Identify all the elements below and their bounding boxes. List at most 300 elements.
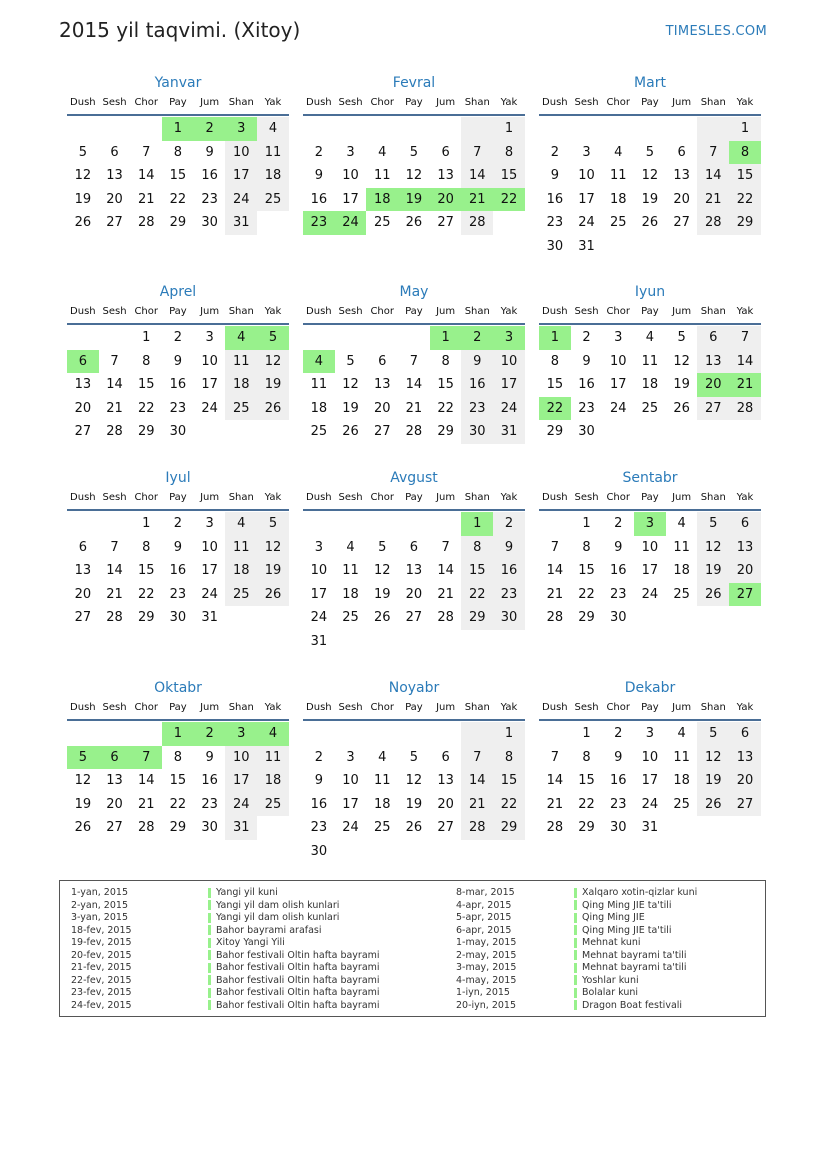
day-cell[interactable]: 18 [673,773,690,789]
day-cell[interactable]: 4 [346,539,355,555]
day-cell[interactable]: 13 [729,746,761,770]
day-cell[interactable]: 29 [578,820,595,836]
day-cell[interactable]: 13 [74,563,92,579]
day-cell[interactable]: 15 [137,563,155,579]
day-cell[interactable]: 15 [137,377,155,393]
day-cell[interactable]: 15 [578,773,595,789]
day-cell[interactable]: 1 [461,512,493,536]
day-cell[interactable]: 16 [609,773,627,789]
day-cell[interactable]: 31 [641,820,659,836]
day-cell[interactable]: 27 [405,610,423,626]
day-cell[interactable]: 2 [614,726,623,741]
day-cell[interactable]: 16 [310,796,328,812]
day-cell[interactable]: 24 [201,400,218,416]
day-cell[interactable]: 4 [645,330,655,345]
day-cell[interactable]: 7 [729,326,761,350]
day-cell[interactable]: 13 [673,168,690,184]
day-cell[interactable]: 25 [225,583,257,607]
day-cell[interactable]: 29 [137,424,155,440]
day-cell[interactable]: 10 [609,353,627,369]
day-cell[interactable]: 26 [74,215,92,231]
day-cell[interactable]: 28 [137,215,155,231]
day-cell[interactable]: 10 [641,539,659,555]
day-cell[interactable]: 1 [162,117,194,141]
day-cell[interactable]: 20 [697,373,729,397]
day-cell[interactable]: 22 [137,400,155,416]
day-cell[interactable]: 21 [106,400,123,416]
day-cell[interactable]: 9 [314,773,323,789]
day-cell[interactable]: 7 [550,749,559,765]
day-cell[interactable]: 29 [461,606,493,630]
day-cell[interactable]: 10 [225,141,257,165]
day-cell[interactable]: 10 [342,168,359,184]
day-cell[interactable]: 11 [225,536,257,560]
day-cell[interactable]: 21 [137,796,155,812]
day-cell[interactable]: 26 [673,400,690,416]
day-cell[interactable]: 22 [578,586,595,602]
day-cell[interactable]: 11 [373,168,391,184]
day-cell[interactable]: 2 [314,144,323,160]
day-cell[interactable]: 12 [74,168,92,184]
day-cell[interactable]: 31 [578,238,595,254]
day-cell[interactable]: 7 [110,539,119,555]
day-cell[interactable]: 11 [609,168,627,184]
day-cell[interactable]: 30 [169,424,187,440]
day-cell[interactable]: 11 [310,377,328,393]
day-cell[interactable]: 7 [441,539,450,555]
day-cell[interactable]: 24 [225,793,257,817]
day-cell[interactable]: 18 [342,586,359,602]
day-cell[interactable]: 20 [74,400,92,416]
day-cell[interactable]: 9 [314,168,323,184]
day-cell[interactable]: 3 [493,326,525,350]
day-cell[interactable]: 11 [373,773,391,789]
day-cell[interactable]: 6 [78,539,87,555]
day-cell[interactable]: 28 [697,211,729,235]
day-cell[interactable]: 11 [257,746,289,770]
day-cell[interactable]: 31 [225,816,257,840]
day-cell[interactable]: 19 [641,191,659,207]
day-cell[interactable]: 1 [729,117,761,141]
day-cell[interactable]: 27 [106,215,123,231]
day-cell[interactable]: 1 [142,330,151,345]
day-cell[interactable]: 20 [106,191,123,207]
day-cell[interactable]: 17 [609,377,627,393]
day-cell[interactable]: 29 [546,424,564,440]
day-cell[interactable]: 14 [461,769,493,793]
day-cell[interactable]: 4 [378,144,387,160]
day-cell[interactable]: 30 [493,606,525,630]
day-cell[interactable]: 6 [409,539,419,555]
day-cell[interactable]: 18 [673,563,690,579]
day-cell[interactable]: 15 [546,377,564,393]
day-cell[interactable]: 14 [106,563,123,579]
day-cell[interactable]: 12 [342,377,359,393]
day-cell[interactable]: 12 [641,168,659,184]
day-cell[interactable]: 20 [405,586,423,602]
day-cell[interactable]: 8 [142,539,151,555]
day-cell[interactable]: 15 [169,168,187,184]
day-cell[interactable]: 10 [201,353,218,369]
day-cell[interactable]: 4 [378,749,387,765]
day-cell[interactable]: 31 [310,633,328,649]
day-cell[interactable]: 8 [142,353,151,369]
day-cell[interactable]: 2 [461,326,493,350]
day-cell[interactable]: 13 [729,536,761,560]
day-cell[interactable]: 2 [173,330,183,345]
day-cell[interactable]: 14 [106,377,123,393]
day-cell[interactable]: 15 [729,164,761,188]
day-cell[interactable]: 6 [99,746,131,770]
day-cell[interactable]: 19 [697,559,729,583]
day-cell[interactable]: 10 [578,168,595,184]
day-cell[interactable]: 25 [641,400,659,416]
day-cell[interactable]: 24 [342,820,359,836]
day-cell[interactable]: 14 [137,773,155,789]
day-cell[interactable]: 7 [110,353,119,369]
day-cell[interactable]: 11 [225,350,257,374]
day-cell[interactable]: 31 [493,420,525,444]
day-cell[interactable]: 8 [461,536,493,560]
day-cell[interactable]: 4 [257,722,289,746]
day-cell[interactable]: 1 [430,326,462,350]
day-cell[interactable]: 23 [609,796,627,812]
day-cell[interactable]: 5 [67,746,99,770]
day-cell[interactable]: 13 [106,168,123,184]
day-cell[interactable]: 28 [461,816,493,840]
day-cell[interactable]: 10 [493,350,525,374]
day-cell[interactable]: 28 [437,610,454,626]
day-cell[interactable]: 25 [310,424,328,440]
day-cell[interactable]: 26 [342,424,359,440]
day-cell[interactable]: 26 [257,397,289,421]
day-cell[interactable]: 22 [169,796,187,812]
day-cell[interactable]: 5 [257,512,289,536]
day-cell[interactable]: 5 [346,353,355,369]
day-cell[interactable]: 27 [729,583,761,607]
day-cell[interactable]: 23 [461,397,493,421]
day-cell[interactable]: 17 [201,563,218,579]
day-cell[interactable]: 24 [493,397,525,421]
day-cell[interactable]: 6 [677,144,686,160]
day-cell[interactable]: 7 [409,353,419,369]
day-cell[interactable]: 15 [169,773,187,789]
day-cell[interactable]: 17 [641,773,659,789]
day-cell[interactable]: 20 [437,796,454,812]
day-cell[interactable]: 19 [405,796,423,812]
day-cell[interactable]: 22 [729,188,761,212]
day-cell[interactable]: 21 [405,400,423,416]
day-cell[interactable]: 17 [201,377,218,393]
day-cell[interactable]: 18 [225,373,257,397]
day-cell[interactable]: 20 [729,559,761,583]
day-cell[interactable]: 8 [173,749,183,765]
day-cell[interactable]: 8 [493,141,525,165]
day-cell[interactable]: 13 [437,773,454,789]
day-cell[interactable]: 4 [303,350,335,374]
day-cell[interactable]: 7 [142,144,151,160]
day-cell[interactable]: 29 [493,816,525,840]
day-cell[interactable]: 21 [729,373,761,397]
day-cell[interactable]: 10 [342,773,359,789]
day-cell[interactable]: 20 [729,769,761,793]
day-cell[interactable]: 23 [303,211,335,235]
day-cell[interactable]: 8 [550,353,559,369]
day-cell[interactable]: 16 [461,373,493,397]
day-cell[interactable]: 1 [582,726,591,741]
day-cell[interactable]: 30 [546,238,564,254]
day-cell[interactable]: 10 [310,563,328,579]
day-cell[interactable]: 3 [205,516,214,531]
day-cell[interactable]: 22 [493,188,525,212]
day-cell[interactable]: 16 [169,377,187,393]
day-cell[interactable]: 25 [373,215,391,231]
day-cell[interactable]: 4 [614,144,623,160]
day-cell[interactable]: 26 [641,215,659,231]
day-cell[interactable]: 27 [74,610,92,626]
day-cell[interactable]: 24 [310,610,328,626]
day-cell[interactable]: 28 [405,424,423,440]
day-cell[interactable]: 10 [641,749,659,765]
day-cell[interactable]: 11 [673,749,690,765]
day-cell[interactable]: 23 [169,400,187,416]
day-cell[interactable]: 28 [106,424,123,440]
day-cell[interactable]: 24 [641,796,659,812]
day-cell[interactable]: 28 [137,820,155,836]
day-cell[interactable]: 4 [677,726,686,741]
day-cell[interactable]: 6 [110,144,119,160]
day-cell[interactable]: 31 [225,211,257,235]
day-cell[interactable]: 4 [225,512,257,536]
day-cell[interactable]: 27 [373,424,391,440]
day-cell[interactable]: 5 [697,722,729,746]
day-cell[interactable]: 14 [697,164,729,188]
day-cell[interactable]: 15 [461,559,493,583]
day-cell[interactable]: 3 [205,330,214,345]
day-cell[interactable]: 13 [373,377,391,393]
day-cell[interactable]: 8 [441,353,450,369]
day-cell[interactable]: 21 [461,793,493,817]
day-cell[interactable]: 20 [673,191,690,207]
day-cell[interactable]: 27 [697,397,729,421]
day-cell[interactable]: 18 [257,164,289,188]
day-cell[interactable]: 23 [609,586,627,602]
day-cell[interactable]: 9 [205,144,214,160]
day-cell[interactable]: 28 [106,610,123,626]
day-cell[interactable]: 24 [225,188,257,212]
day-cell[interactable]: 13 [106,773,123,789]
day-cell[interactable]: 23 [201,191,218,207]
day-cell[interactable]: 12 [74,773,92,789]
day-cell[interactable]: 3 [614,330,623,345]
day-cell[interactable]: 6 [729,512,761,536]
day-cell[interactable]: 16 [201,168,218,184]
day-cell[interactable]: 1 [582,516,591,531]
day-cell[interactable]: 3 [225,722,257,746]
day-cell[interactable]: 12 [673,353,690,369]
day-cell[interactable]: 21 [461,188,493,212]
day-cell[interactable]: 23 [546,215,564,231]
day-cell[interactable]: 1 [493,117,525,141]
day-cell[interactable]: 29 [437,424,454,440]
day-cell[interactable]: 26 [74,820,92,836]
day-cell[interactable]: 5 [78,144,87,160]
day-cell[interactable]: 18 [366,188,398,212]
day-cell[interactable]: 17 [342,191,359,207]
day-cell[interactable]: 16 [493,559,525,583]
day-cell[interactable]: 30 [201,215,218,231]
day-cell[interactable]: 2 [173,516,183,531]
day-cell[interactable]: 21 [137,191,155,207]
day-cell[interactable]: 14 [729,350,761,374]
day-cell[interactable]: 12 [697,536,729,560]
day-cell[interactable]: 18 [257,769,289,793]
day-cell[interactable]: 25 [225,397,257,421]
day-cell[interactable]: 17 [641,563,659,579]
day-cell[interactable]: 30 [461,420,493,444]
day-cell[interactable]: 29 [578,610,595,626]
day-cell[interactable]: 13 [74,377,92,393]
day-cell[interactable]: 19 [257,559,289,583]
day-cell[interactable]: 19 [74,191,92,207]
day-cell[interactable]: 1 [493,722,525,746]
day-cell[interactable]: 16 [169,563,187,579]
day-cell[interactable]: 15 [493,769,525,793]
day-cell[interactable]: 28 [546,820,564,836]
day-cell[interactable]: 12 [405,773,423,789]
day-cell[interactable]: 19 [398,188,430,212]
day-cell[interactable]: 6 [697,326,729,350]
day-cell[interactable]: 16 [609,563,627,579]
day-cell[interactable]: 2 [493,512,525,536]
day-cell[interactable]: 25 [342,610,359,626]
day-cell[interactable]: 6 [729,722,761,746]
day-cell[interactable]: 2 [614,516,623,531]
day-cell[interactable]: 19 [697,769,729,793]
day-cell[interactable]: 24 [201,586,218,602]
day-cell[interactable]: 3 [582,144,591,160]
day-cell[interactable]: 19 [373,586,391,602]
day-cell[interactable]: 26 [373,610,391,626]
day-cell[interactable]: 29 [137,610,155,626]
day-cell[interactable]: 19 [673,377,690,393]
day-cell[interactable]: 14 [546,563,564,579]
day-cell[interactable]: 24 [609,400,627,416]
day-cell[interactable]: 15 [493,164,525,188]
day-cell[interactable]: 17 [225,769,257,793]
day-cell[interactable]: 29 [169,820,187,836]
day-cell[interactable]: 5 [409,144,419,160]
day-cell[interactable]: 25 [609,215,627,231]
day-cell[interactable]: 12 [373,563,391,579]
day-cell[interactable]: 22 [137,586,155,602]
day-cell[interactable]: 7 [461,141,493,165]
day-cell[interactable]: 26 [697,583,729,607]
day-cell[interactable]: 3 [314,539,323,555]
day-cell[interactable]: 7 [130,746,162,770]
day-cell[interactable]: 18 [641,377,659,393]
day-cell[interactable]: 7 [461,746,493,770]
day-cell[interactable]: 23 [493,583,525,607]
day-cell[interactable]: 5 [645,144,655,160]
day-cell[interactable]: 27 [437,215,454,231]
day-cell[interactable]: 13 [437,168,454,184]
day-cell[interactable]: 18 [373,796,391,812]
day-cell[interactable]: 31 [201,610,218,626]
day-cell[interactable]: 6 [378,353,387,369]
site-link[interactable]: TIMESLES.COM [665,24,767,39]
day-cell[interactable]: 9 [205,749,214,765]
day-cell[interactable]: 28 [546,610,564,626]
day-cell[interactable]: 2 [314,749,323,765]
day-cell[interactable]: 18 [609,191,627,207]
day-cell[interactable]: 30 [609,610,627,626]
day-cell[interactable]: 16 [201,773,218,789]
day-cell[interactable]: 25 [257,188,289,212]
day-cell[interactable]: 8 [582,749,591,765]
day-cell[interactable]: 17 [310,586,328,602]
day-cell[interactable]: 23 [578,400,595,416]
day-cell[interactable]: 23 [169,586,187,602]
day-cell[interactable]: 21 [437,586,454,602]
day-cell[interactable]: 19 [74,796,92,812]
day-cell[interactable]: 8 [173,144,183,160]
day-cell[interactable]: 27 [106,820,123,836]
day-cell[interactable]: 26 [405,820,423,836]
day-cell[interactable]: 26 [697,793,729,817]
day-cell[interactable]: 9 [614,749,623,765]
day-cell[interactable]: 6 [67,350,99,374]
day-cell[interactable]: 2 [194,117,226,141]
day-cell[interactable]: 5 [257,326,289,350]
day-cell[interactable]: 9 [173,353,183,369]
day-cell[interactable]: 25 [257,793,289,817]
day-cell[interactable]: 5 [677,330,686,345]
day-cell[interactable]: 15 [578,563,595,579]
day-cell[interactable]: 3 [645,726,655,741]
day-cell[interactable]: 28 [729,397,761,421]
day-cell[interactable]: 8 [582,539,591,555]
day-cell[interactable]: 26 [405,215,423,231]
day-cell[interactable]: 24 [578,215,595,231]
day-cell[interactable]: 5 [378,539,387,555]
day-cell[interactable]: 30 [169,610,187,626]
day-cell[interactable]: 16 [578,377,595,393]
day-cell[interactable]: 21 [697,188,729,212]
day-cell[interactable]: 16 [310,191,328,207]
day-cell[interactable]: 4 [257,117,289,141]
day-cell[interactable]: 8 [729,141,761,165]
day-cell[interactable]: 20 [373,400,391,416]
day-cell[interactable]: 20 [430,188,462,212]
day-cell[interactable]: 13 [697,350,729,374]
day-cell[interactable]: 21 [546,586,564,602]
day-cell[interactable]: 30 [578,424,595,440]
day-cell[interactable]: 22 [539,397,571,421]
day-cell[interactable]: 25 [673,796,690,812]
day-cell[interactable]: 18 [310,400,328,416]
day-cell[interactable]: 4 [225,326,257,350]
day-cell[interactable]: 23 [201,796,218,812]
day-cell[interactable]: 30 [310,843,328,859]
day-cell[interactable]: 9 [582,353,591,369]
day-cell[interactable]: 6 [441,144,450,160]
day-cell[interactable]: 6 [441,749,450,765]
day-cell[interactable]: 12 [257,350,289,374]
day-cell[interactable]: 7 [550,539,559,555]
day-cell[interactable]: 26 [257,583,289,607]
day-cell[interactable]: 19 [342,400,359,416]
